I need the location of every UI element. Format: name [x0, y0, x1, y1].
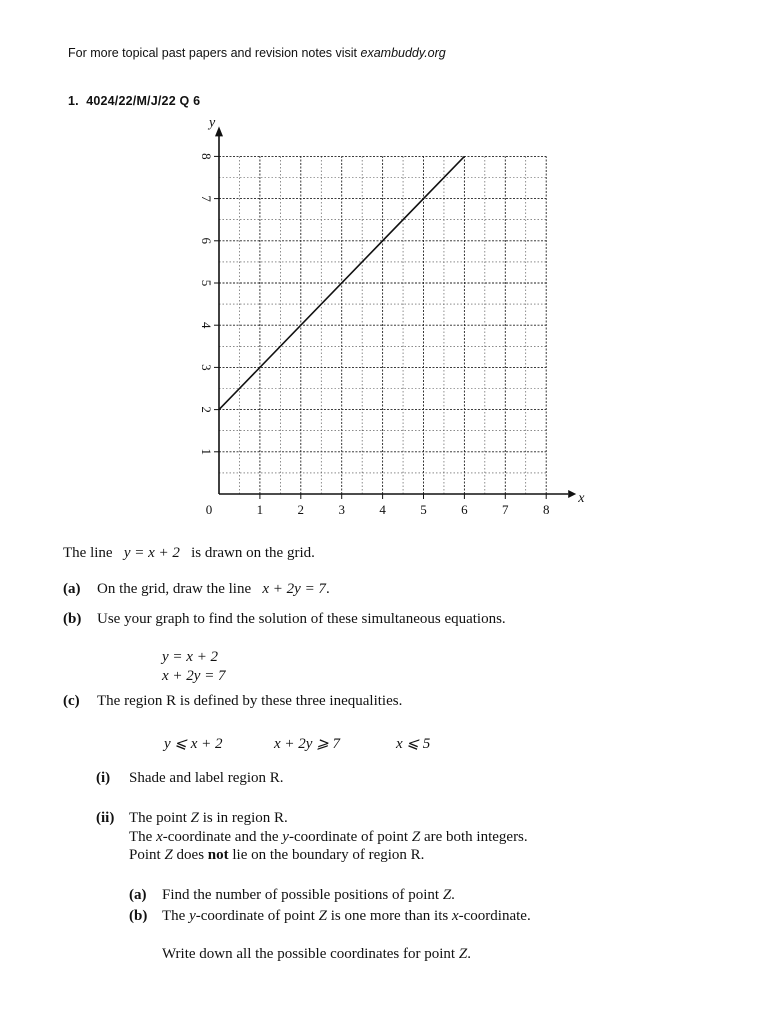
- part-a: [63, 581, 330, 598]
- part-a-pre: On the grid, draw the line: [97, 581, 255, 597]
- y-tick-label: 3: [199, 364, 215, 371]
- part-b-text: Use your graph to find the solution of these simultaneous equations.: [97, 611, 506, 627]
- sub-b-label: (b): [129, 908, 148, 924]
- sub-a-var: Z: [442, 887, 452, 903]
- equation-2: x + 2y = 7: [162, 668, 226, 684]
- c-ii-text: does: [172, 847, 208, 863]
- question-code: 4024/22/M/J/22 Q 6: [86, 94, 201, 108]
- c-ii-text: are both integers.: [420, 829, 528, 845]
- major-gridlines: [219, 156, 546, 494]
- part-c-i-label: (i): [96, 770, 111, 786]
- y-tick-label: 8: [199, 153, 215, 160]
- part-a-post: .: [325, 581, 330, 597]
- write-down: [162, 946, 471, 963]
- sub-b-var: x: [451, 908, 459, 924]
- x-tick-label: 0: [205, 502, 213, 517]
- part-b: [63, 611, 506, 628]
- sub-a-label: (a): [129, 887, 147, 903]
- part-c-i: [96, 770, 284, 787]
- c-ii-var: y: [282, 829, 289, 845]
- c-ii-text: The point: [129, 810, 191, 826]
- inequality-2: x + 2y ⩾ 7: [274, 736, 341, 752]
- y-tick-label: 7: [199, 195, 215, 202]
- c-ii-var: Z: [190, 810, 199, 826]
- axes: [214, 126, 576, 499]
- y-tick-label: 5: [199, 279, 215, 287]
- c-ii-var: x: [156, 829, 163, 845]
- c-ii-text: is in region R.: [199, 810, 288, 826]
- equation-1: y = x + 2: [162, 649, 219, 665]
- intro-post: is drawn on the grid.: [187, 545, 315, 561]
- x-tick-label: 3: [338, 502, 345, 517]
- part-c-ii-line2: [129, 829, 528, 846]
- part-c-text: The region R is defined by these three inequalities.: [97, 693, 403, 709]
- c-ii-var: Z: [411, 829, 421, 845]
- c-ii-text: -coordinate of point: [288, 829, 412, 845]
- part-c-ii-line1: [96, 810, 288, 827]
- sub-b: [129, 908, 531, 925]
- sub-b-var: Z: [318, 908, 327, 924]
- c-ii-text: lie on the boundary of region R.: [228, 847, 425, 863]
- part-c-ii-label: (ii): [96, 810, 115, 826]
- sub-a: [129, 887, 455, 904]
- c-ii-emphasis: not: [207, 847, 229, 863]
- sub-b-text: The: [162, 908, 190, 924]
- y-tick-label: 2: [199, 406, 215, 413]
- c-ii-text: The: [129, 829, 157, 845]
- x-tick-label: 5: [420, 502, 427, 517]
- sub-a-text: Find the number of possible positions of point: [162, 887, 443, 903]
- write-down-text: Write down all the possible coordinates for point: [162, 946, 459, 962]
- part-c-ii-line3: [129, 847, 424, 864]
- part-a-label: (a): [63, 581, 81, 597]
- intro-line: [63, 545, 315, 562]
- part-b-label: (b): [63, 611, 82, 627]
- y-axis-label: y: [209, 115, 216, 131]
- y-tick-label: 6: [199, 237, 215, 245]
- write-down-text: .: [467, 946, 471, 962]
- c-ii-var: Z: [164, 847, 173, 863]
- x-tick-label: 1: [256, 502, 264, 517]
- part-c: [63, 693, 402, 710]
- x-tick-label: 4: [379, 502, 386, 517]
- write-down-var: Z: [458, 946, 468, 962]
- y-tick-label: 1: [199, 448, 215, 456]
- x-tick-label: 7: [502, 502, 509, 517]
- sub-b-text: -coordinate.: [458, 908, 531, 924]
- inequality-1: y ⩽ x + 2: [164, 736, 223, 752]
- c-ii-text: Point: [129, 847, 165, 863]
- c-ii-text: -coordinate and the: [162, 829, 283, 845]
- header-site[interactable]: exambuddy.org: [360, 46, 446, 60]
- question-index: 1.: [68, 94, 79, 108]
- sub-b-var: y: [189, 908, 196, 924]
- x-tick-label: 2: [297, 502, 305, 517]
- part-a-eq: x + 2y = 7: [262, 581, 326, 597]
- inequality-3: x ⩽ 5: [396, 736, 431, 752]
- x-axis-arrow: [568, 490, 576, 498]
- x-tick-label: 8: [542, 502, 550, 517]
- sub-b-text: -coordinate of point: [195, 908, 319, 924]
- y-tick-label: 4: [199, 321, 215, 329]
- sub-b-text: is one more than its: [326, 908, 452, 924]
- x-tick-label: 6: [461, 502, 468, 517]
- part-c-i-text: Shade and label region R.: [129, 770, 284, 786]
- y-axis-arrow: [215, 126, 223, 136]
- header-text: For more topical past papers and revision notes visit: [68, 46, 361, 60]
- intro-eq: y = x + 2: [123, 545, 180, 561]
- sub-a-text: .: [451, 887, 455, 903]
- tick-labels: [199, 115, 585, 517]
- part-c-label: (c): [63, 693, 80, 709]
- intro-pre: The line: [63, 545, 117, 561]
- x-axis-label: x: [578, 491, 585, 506]
